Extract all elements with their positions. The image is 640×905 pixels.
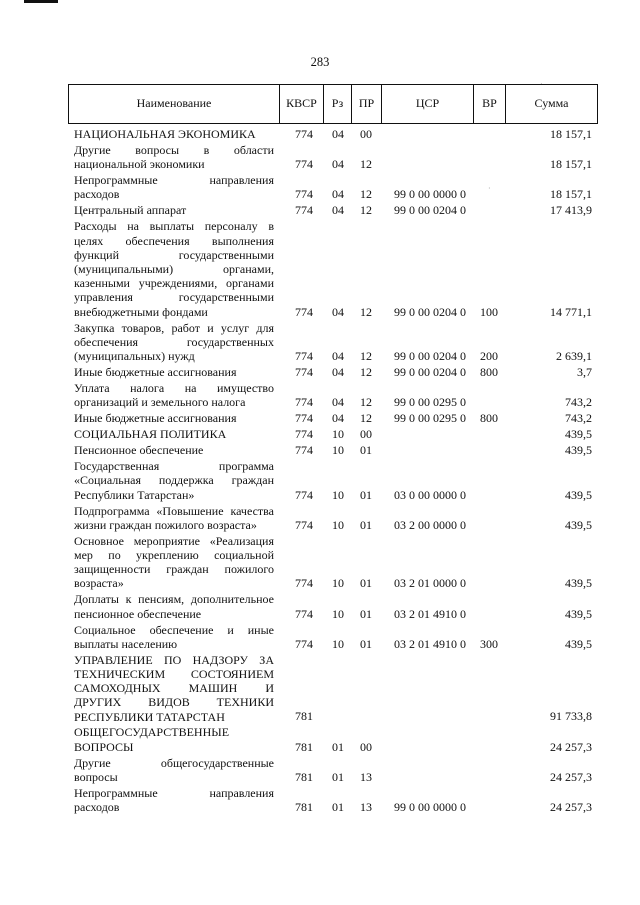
row-name	[74, 321, 274, 364]
row-kvsr: 774	[295, 395, 313, 410]
row-sum: 24 257,3	[550, 739, 592, 754]
table-row	[0, 534, 640, 593]
row-name-line: Республики Татарстан»	[74, 487, 195, 502]
row-rz: 10	[332, 576, 344, 591]
row-name-line: Подпрограмма «Повышение качества	[74, 503, 274, 518]
row-kvsr: 774	[295, 606, 313, 621]
table-row	[0, 381, 640, 411]
row-rz: 01	[332, 800, 344, 815]
row-name-line: ВОПРОСЫ	[74, 739, 134, 754]
row-pr: 12	[360, 304, 372, 319]
row-name-line: Другие общегосударственные	[74, 755, 274, 770]
row-name-line: Расходы на выплаты персоналу в	[74, 219, 274, 234]
row-name-line: Другие вопросы в области	[74, 143, 274, 157]
row-name-line: Непрограммные направления	[74, 785, 274, 800]
row-sum: 24 257,3	[550, 769, 592, 784]
row-rz: 04	[332, 395, 344, 410]
table-row	[0, 653, 640, 726]
row-pr: 01	[360, 606, 372, 621]
table-row	[0, 321, 640, 365]
table-row	[0, 365, 640, 381]
row-vr: 100	[480, 304, 498, 319]
row-pr: 00	[360, 739, 372, 754]
row-name	[74, 203, 274, 217]
row-csr: 03 2 01 0000 0	[394, 576, 466, 591]
row-name-line: казенными учреждениями, органами	[74, 276, 274, 291]
row-name-line: Доплаты к пенсиям, дополнительное	[74, 592, 274, 607]
row-name	[74, 653, 274, 724]
row-rz: 04	[332, 203, 344, 218]
row-sum: 24 257,3	[550, 800, 592, 815]
header-csr: ЦСР	[381, 85, 473, 123]
row-pr: 12	[360, 157, 372, 172]
row-pr: 12	[360, 203, 372, 218]
row-vr: 800	[480, 411, 498, 426]
table-row	[0, 427, 640, 443]
row-pr: 13	[360, 800, 372, 815]
row-vr: 200	[480, 348, 498, 363]
row-name-line: УПРАВЛЕНИЕ ПО НАДЗОРУ ЗА	[74, 652, 274, 667]
row-name-line: защищенности граждан пожилого	[74, 562, 274, 577]
row-vr: 300	[480, 636, 498, 651]
header-name: Наименование	[136, 96, 212, 110]
row-name-line: функций государственными	[74, 247, 274, 262]
row-csr: 99 0 00 0204 0	[394, 304, 466, 319]
header-pr: ПР	[351, 85, 381, 123]
row-name	[74, 143, 274, 171]
row-kvsr: 781	[295, 709, 313, 724]
row-pr: 01	[360, 636, 372, 651]
row-sum: 3,7	[577, 364, 592, 379]
row-name-line: целях обеспечения выполнения	[74, 233, 274, 248]
row-sum: 439,5	[565, 576, 592, 591]
row-pr: 01	[360, 517, 372, 532]
row-name-line: организаций и земельного налога	[74, 395, 246, 410]
row-sum: 439,5	[565, 427, 592, 442]
row-kvsr: 774	[295, 157, 313, 172]
table-row	[0, 127, 640, 143]
row-csr: 99 0 00 0204 0	[394, 203, 466, 218]
row-pr: 01	[360, 443, 372, 458]
row-kvsr: 774	[295, 127, 313, 141]
header-kvsr: КВСР	[279, 85, 323, 123]
row-kvsr: 774	[295, 187, 313, 202]
row-rz: 04	[332, 348, 344, 363]
header-rz: Рз	[323, 85, 351, 123]
row-name-line: НАЦИОНАЛЬНАЯ ЭКОНОМИКА	[74, 127, 256, 141]
row-name-line: ТЕХНИЧЕСКИМ СОСТОЯНИЕМ	[74, 666, 274, 681]
row-vr: 800	[480, 364, 498, 379]
row-name	[74, 219, 274, 318]
table-row	[0, 443, 640, 459]
row-kvsr: 774	[295, 576, 313, 591]
row-pr: 12	[360, 348, 372, 363]
row-name-line: СОЦИАЛЬНАЯ ПОЛИТИКА	[74, 427, 227, 442]
row-name-line: выплаты населению	[74, 636, 178, 651]
table-row	[0, 592, 640, 622]
row-pr: 13	[360, 769, 372, 784]
row-name-line: Иные бюджетные ассигнования	[74, 411, 237, 426]
row-sum: 743,2	[565, 395, 592, 410]
row-name-line: Пенсионное обеспечение	[74, 443, 204, 458]
table-body	[0, 127, 640, 816]
row-sum: 91 733,8	[550, 709, 592, 724]
row-name-line: вопросы	[74, 769, 118, 784]
row-sum: 439,5	[565, 606, 592, 621]
row-name	[74, 623, 274, 651]
row-kvsr: 774	[295, 348, 313, 363]
row-kvsr: 781	[295, 800, 313, 815]
row-csr: 03 0 00 0000 0	[394, 487, 466, 502]
row-rz: 01	[332, 739, 344, 754]
row-name-line: управления государственными	[74, 290, 274, 305]
row-name-line: САМОХОДНЫХ МАШИН И	[74, 681, 274, 696]
table-row	[0, 203, 640, 219]
row-rz: 04	[332, 364, 344, 379]
row-rz: 10	[332, 606, 344, 621]
row-name	[74, 504, 274, 532]
row-name	[74, 173, 274, 201]
row-kvsr: 774	[295, 443, 313, 458]
row-name	[74, 756, 274, 784]
scan-corner-mark	[24, 0, 58, 3]
row-name	[74, 443, 274, 457]
row-rz: 04	[332, 127, 344, 141]
row-name	[74, 365, 274, 379]
row-csr: 99 0 00 0000 0	[394, 187, 466, 202]
row-kvsr: 774	[295, 203, 313, 218]
table-row	[0, 623, 640, 653]
table-row	[0, 411, 640, 427]
row-name-line: мер по укреплению социальной	[74, 547, 274, 562]
table-row	[0, 725, 640, 755]
row-name	[74, 786, 274, 814]
row-pr: 12	[360, 187, 372, 202]
row-name-line: ДРУГИХ ВИДОВ ТЕХНИКИ	[74, 695, 274, 710]
row-kvsr: 774	[295, 517, 313, 532]
scan-speck: ·	[540, 80, 543, 89]
table-row	[0, 173, 640, 203]
table-row	[0, 504, 640, 534]
row-sum: 14 771,1	[550, 304, 592, 319]
row-sum: 439,5	[565, 443, 592, 458]
row-kvsr: 774	[295, 364, 313, 379]
row-sum: 439,5	[565, 487, 592, 502]
row-sum: 439,5	[565, 636, 592, 651]
row-csr: 03 2 01 4910 0	[394, 606, 466, 621]
row-name	[74, 534, 274, 591]
row-kvsr: 781	[295, 739, 313, 754]
row-name-line: ОБЩЕГОСУДАРСТВЕННЫЕ	[74, 725, 230, 740]
header-sum: Сумма	[505, 85, 597, 123]
row-pr: 12	[360, 364, 372, 379]
row-csr: 99 0 00 0204 0	[394, 348, 466, 363]
table-row	[0, 459, 640, 503]
row-sum: 18 157,1	[550, 127, 592, 141]
table-header	[68, 84, 598, 124]
row-csr: 99 0 00 0295 0	[394, 395, 466, 410]
row-name-line: Закупка товаров, работ и услуг для	[74, 320, 274, 335]
row-name	[74, 411, 274, 425]
row-csr: 03 2 01 4910 0	[394, 636, 466, 651]
row-rz: 04	[332, 304, 344, 319]
row-name-line: (муниципальных) нужд	[74, 348, 195, 363]
row-name	[74, 459, 274, 502]
row-name	[74, 427, 274, 441]
row-pr: 12	[360, 395, 372, 410]
row-name-line: национальной экономики	[74, 157, 205, 172]
row-pr: 00	[360, 127, 372, 141]
row-kvsr: 774	[295, 487, 313, 502]
row-name-line: (муниципальными) органами,	[74, 261, 274, 276]
row-csr: 99 0 00 0204 0	[394, 364, 466, 379]
row-rz: 10	[332, 517, 344, 532]
row-kvsr: 774	[295, 427, 313, 442]
row-kvsr: 781	[295, 769, 313, 784]
row-pr: 01	[360, 576, 372, 591]
row-sum: 743,2	[565, 411, 592, 426]
row-rz: 10	[332, 487, 344, 502]
row-sum: 439,5	[565, 517, 592, 532]
row-name-line: обеспечения государственных	[74, 334, 274, 349]
table-row	[0, 219, 640, 320]
row-sum: 18 157,1	[550, 187, 592, 202]
header-vr: ВР	[473, 85, 505, 123]
row-name	[74, 725, 274, 753]
row-sum: 18 157,1	[550, 157, 592, 172]
row-name-line: РЕСПУБЛИКИ ТАТАРСТАН	[74, 709, 225, 724]
row-rz: 10	[332, 443, 344, 458]
table-row	[0, 756, 640, 786]
row-name-line: возраста»	[74, 576, 124, 591]
row-kvsr: 774	[295, 636, 313, 651]
row-csr: 99 0 00 0000 0	[394, 800, 466, 815]
row-rz: 04	[332, 411, 344, 426]
row-sum: 2 639,1	[556, 348, 592, 363]
row-kvsr: 774	[295, 411, 313, 426]
row-rz: 04	[332, 157, 344, 172]
row-pr: 01	[360, 487, 372, 502]
table-row	[0, 786, 640, 816]
row-sum: 17 413,9	[550, 203, 592, 218]
row-rz: 04	[332, 187, 344, 202]
row-name-line: Непрограммные направления	[74, 173, 274, 188]
table-row	[0, 143, 640, 173]
row-name-line: Центральный аппарат	[74, 203, 187, 218]
row-name	[74, 381, 274, 409]
row-rz: 01	[332, 769, 344, 784]
row-pr: 00	[360, 427, 372, 442]
row-name-line: внебюджетными фондами	[74, 304, 208, 319]
row-name-line: Социальное обеспечение и иные	[74, 622, 274, 637]
row-kvsr: 774	[295, 304, 313, 319]
row-name-line: Основное мероприятие «Реализация	[74, 533, 274, 548]
row-name-line: расходов	[74, 187, 120, 202]
row-name-line: Иные бюджетные ассигнования	[74, 364, 237, 379]
row-csr: 03 2 00 0000 0	[394, 517, 466, 532]
row-csr: 99 0 00 0295 0	[394, 411, 466, 426]
row-name-line: Уплата налога на имущество	[74, 380, 274, 395]
row-rz: 10	[332, 636, 344, 651]
row-name	[74, 127, 274, 141]
page-number: 283	[310, 55, 330, 69]
row-pr: 12	[360, 411, 372, 426]
row-name-line: «Социальная поддержка граждан	[74, 473, 274, 488]
row-name	[74, 592, 274, 620]
row-name-line: Государственная программа	[74, 459, 274, 474]
scan-speck: ·	[488, 184, 491, 193]
row-name-line: жизни граждан пожилого возраста»	[74, 517, 257, 532]
row-name-line: расходов	[74, 800, 120, 815]
row-name-line: пенсионное обеспечение	[74, 606, 202, 621]
row-rz: 10	[332, 427, 344, 442]
